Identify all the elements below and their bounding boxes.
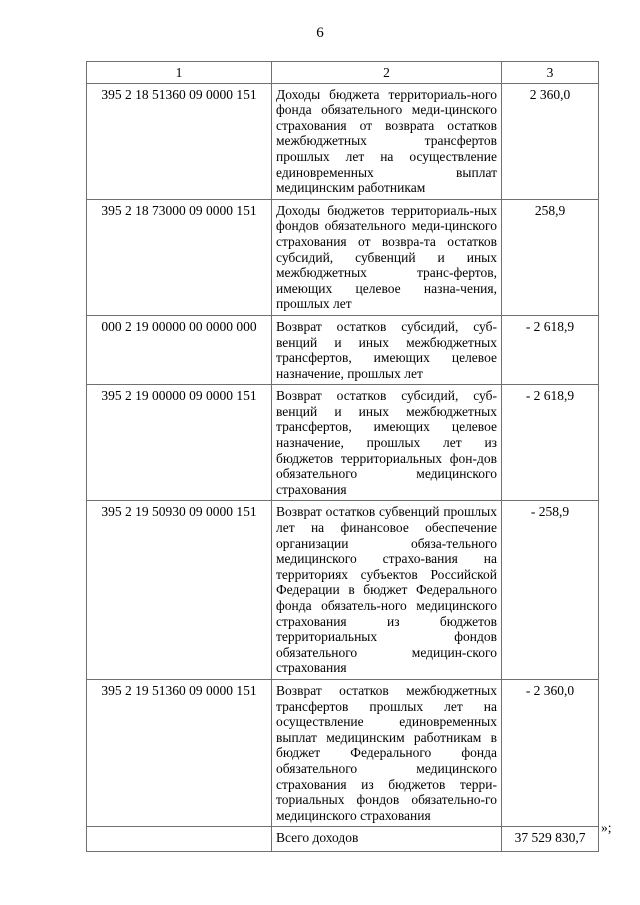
budget-code: 395 2 19 50930 09 0000 151 [87, 501, 272, 680]
budget-code: 395 2 19 00000 09 0000 151 [87, 385, 272, 501]
column-header-1: 1 [87, 62, 272, 84]
column-header-2: 2 [272, 62, 502, 84]
revenue-table [86, 61, 599, 852]
table-row [87, 385, 599, 501]
closing-quote-mark: »; [601, 820, 612, 835]
page-number: 6 [316, 25, 324, 41]
total-row [87, 827, 599, 852]
total-label: Всего доходов [272, 827, 502, 852]
income-description: Возврат остатков межбюджетных трансфертов прошлых лет на осуществление единовременных выплат медицинским работникам в бюджет Федерального фонда обязательного медицинского страхования из бюджетов терри-ториальных фондов обязательно-го медицинского страхования [272, 679, 502, 826]
total-code-empty [87, 827, 272, 852]
table-row [87, 83, 599, 199]
income-description: Доходы бюджетов территориаль-ных фондов обязательного меди-цинского страхования от возвра-та остатков субсидий, субвенций и иных межбюджетных транс-фертов, имеющих целевое назна-чения, прошлых лет [272, 199, 502, 315]
income-description: Возврат остатков субсидий, суб-венций и иных межбюджетных трансфертов, имеющих целевое назначение, прошлых лет [272, 315, 502, 384]
table-row [87, 501, 599, 680]
budget-code: 000 2 19 00000 00 0000 000 [87, 315, 272, 384]
income-description: Возврат остатков субвенций прошлых лет на финансовое обеспечение организации обяза-тельного медицинского страхо-вания на территориях субъектов Российской Федерации в бюджет Федерального фонда обязатель-ного медицинского страхования из бюджетов территориальных фондов обязательного медицин-ского страхования [272, 501, 502, 680]
income-amount: 258,9 [502, 199, 599, 315]
budget-code: 395 2 18 51360 09 0000 151 [87, 83, 272, 199]
income-description: Возврат остатков субсидий, суб-венций и иных межбюджетных трансфертов, имеющих целевое назначение, прошлых лет из бюджетов территориальных фон-дов обязательного медицинского страхования [272, 385, 502, 501]
income-description: Доходы бюджета территориаль-ного фонда обязательного меди-цинского страхования от возврата остатков межбюджетных трансфертов прошлых лет на осуществление единовременных выплат медицинским работникам [272, 83, 502, 199]
income-amount: - 2 618,9 [502, 385, 599, 501]
table-header-row [87, 62, 599, 84]
total-amount: 37 529 830,7 [502, 827, 599, 852]
budget-code: 395 2 18 73000 09 0000 151 [87, 199, 272, 315]
table-row [87, 315, 599, 384]
column-header-3: 3 [502, 62, 599, 84]
income-amount: - 258,9 [502, 501, 599, 680]
income-amount: - 2 360,0 [502, 679, 599, 826]
income-amount: - 2 618,9 [502, 315, 599, 384]
budget-code: 395 2 19 51360 09 0000 151 [87, 679, 272, 826]
table-row [87, 679, 599, 826]
table-row [87, 199, 599, 315]
income-amount: 2 360,0 [502, 83, 599, 199]
